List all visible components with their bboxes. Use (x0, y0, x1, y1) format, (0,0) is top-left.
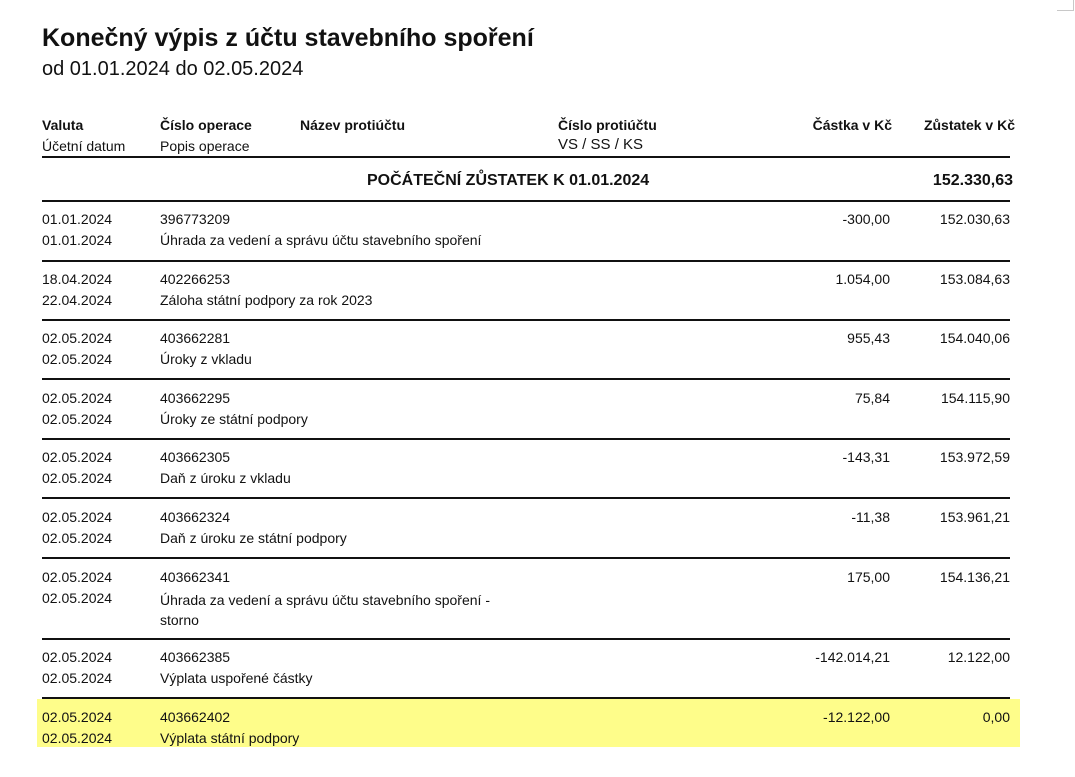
row-description: Daň z úroku ze státní podpory (160, 530, 347, 546)
row-description: Záloha státní podpory za rok 2023 (160, 292, 373, 308)
statement-period: od 01.01.2024 do 02.05.2024 (42, 58, 304, 80)
row-description: Úhrada za vedení a správu účtu stavebního spoření - (160, 592, 490, 608)
opening-rule (42, 200, 1010, 202)
row-operation-number: 396773209 (160, 211, 231, 227)
header-ucetni-datum: Účetní datum (42, 138, 126, 154)
row-description: Výplata uspořené částky (160, 670, 313, 686)
row-valuta: 01.01.2024 (42, 211, 113, 227)
row-description: Úhrada za vedení a správu účtu stavebního spoření (160, 232, 482, 248)
row-valuta: 02.05.2024 (42, 709, 113, 725)
row-divider (42, 378, 1010, 380)
row-balance: 12.122,00 (947, 649, 1010, 665)
row-amount: 955,43 (847, 330, 890, 346)
row-amount: 175,00 (847, 569, 890, 585)
row-operation-number: 403662295 (160, 390, 231, 406)
opening-balance-label: POČÁTEČNÍ ZŮSTATEK K 01.01.2024 (367, 172, 650, 189)
statement-title: Konečný výpis z účtu stavebního spoření (42, 24, 534, 52)
row-amount: -300,00 (842, 211, 890, 227)
row-balance: 153.084,63 (939, 271, 1010, 287)
header-rule (42, 156, 1010, 158)
row-operation-number: 403662281 (160, 330, 231, 346)
header-popis-operace: Popis operace (160, 138, 250, 154)
header-symbols: VS / SS / KS (558, 136, 644, 153)
row-description: Úroky ze státní podpory (160, 411, 308, 427)
row-operation-number: 402266253 (160, 271, 231, 287)
row-ucetni-datum: 02.05.2024 (42, 530, 113, 546)
row-balance: 0,00 (982, 709, 1010, 725)
row-balance: 154.115,90 (940, 390, 1010, 406)
row-operation-number: 403662305 (160, 449, 231, 465)
row-valuta: 02.05.2024 (42, 569, 113, 585)
row-divider (42, 697, 1010, 699)
row-valuta: 02.05.2024 (42, 330, 113, 346)
row-divider (42, 319, 1010, 321)
row-amount: 1.054,00 (835, 271, 890, 287)
row-ucetni-datum: 02.05.2024 (42, 730, 113, 746)
row-ucetni-datum: 02.05.2024 (42, 590, 113, 606)
row-divider (42, 260, 1010, 262)
row-valuta: 18.04.2024 (42, 271, 113, 287)
page-corner-mark (1057, 0, 1074, 11)
header-zustatek: Zůstatek v Kč (923, 117, 1015, 133)
row-ucetni-datum: 01.01.2024 (42, 232, 113, 248)
row-balance: 153.961,21 (939, 509, 1010, 525)
row-description: Úroky z vkladu (160, 351, 252, 367)
header-valuta: Valuta (42, 117, 84, 133)
row-operation-number: 403662324 (160, 509, 231, 525)
row-divider (42, 638, 1010, 640)
row-operation-number: 403662402 (160, 709, 231, 725)
row-ucetni-datum: 22.04.2024 (42, 292, 113, 308)
row-balance: 154.040,06 (939, 330, 1010, 346)
row-valuta: 02.05.2024 (42, 390, 113, 406)
row-ucetni-datum: 02.05.2024 (42, 470, 113, 486)
row-divider (42, 497, 1010, 499)
row-balance: 153.972,59 (939, 449, 1010, 465)
row-ucetni-datum: 02.05.2024 (42, 670, 113, 686)
row-valuta: 02.05.2024 (42, 649, 113, 665)
row-description: Výplata státní podpory (160, 730, 300, 746)
row-valuta: 02.05.2024 (42, 449, 113, 465)
row-operation-number: 403662385 (160, 649, 231, 665)
row-ucetni-datum: 02.05.2024 (42, 411, 113, 427)
row-amount: -12.122,00 (823, 709, 890, 725)
header-castka: Částka v Kč (812, 117, 892, 133)
row-divider (42, 438, 1010, 440)
row-description: Daň z úroku z vkladu (160, 470, 291, 486)
row-amount: -11,38 (851, 509, 890, 525)
header-nazev-protiuctu: Název protiúčtu (300, 117, 406, 133)
row-ucetni-datum: 02.05.2024 (42, 351, 113, 367)
row-balance: 154.136,21 (939, 569, 1010, 585)
header-cislo-operace: Číslo operace (160, 117, 252, 133)
row-description-continued: storno (160, 612, 199, 628)
row-amount: -142.014,21 (815, 649, 890, 665)
header-cislo-protiuctu: Číslo protiúčtu (558, 117, 657, 133)
opening-balance-value: 152.330,63 (932, 172, 1013, 189)
row-amount: -143,31 (842, 449, 890, 465)
row-operation-number: 403662341 (160, 569, 231, 585)
row-valuta: 02.05.2024 (42, 509, 113, 525)
row-divider (42, 557, 1010, 559)
row-balance: 152.030,63 (939, 211, 1010, 227)
row-amount: 75,84 (854, 390, 890, 406)
